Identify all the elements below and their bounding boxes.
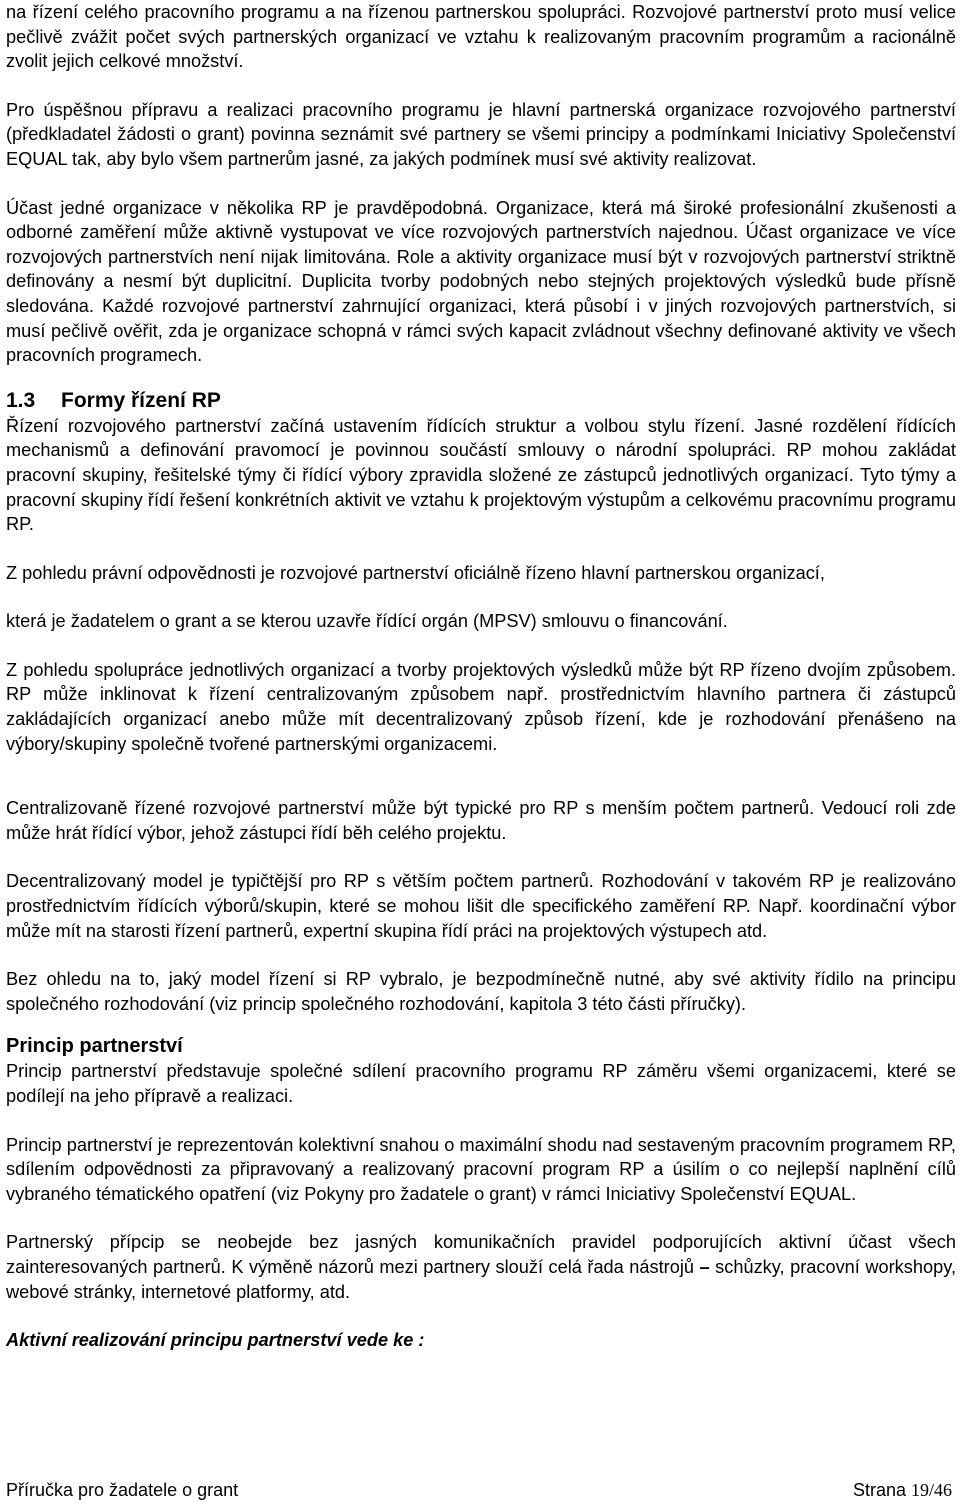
section-heading-1-3 bbox=[6, 388, 956, 414]
footer-document-title: Příručka pro žadatele o grant bbox=[6, 1480, 239, 1500]
heading-princip-partnerstvi: Princip partnerství bbox=[6, 1035, 183, 1058]
paragraph-princip-definition: Princip partnerství představuje společné sdílení pracovního programu RP záměru všemi organizacemi, které se podílejí na jeho přípravě a realizaci. bbox=[6, 1061, 956, 1106]
footer-page-number bbox=[853, 1478, 952, 1502]
paragraph-management: Řízení rozvojového partnerství začíná ustavením řídících struktur a volbou stylu řízení. Jasné rozdělení řídících mechanismů a definování pravomocí je povinnou součástí smlouvy o národní spolupráci. RP mohou zakládat pracovní skupiny, řešitelské týmy či řídící výbory zpravidla složené ze zástupců jednotlivých organizací. Tyto týmy a pracovní skupiny řídí řešení konkrétních aktivit ve vztahu k projektovým výstupům a celkovému pracovnímu programu RP. bbox=[6, 415, 956, 535]
paragraph-princip-representation: Princip partnerství je reprezentován kolektivní snahou o maximální shodu nad sestaveným pracovním programem RP, sdílením odpovědnosti za připravovaný a realizovaný pracovní program RP a úsilím o co nejlepší naplnění cílů vybraného tématického opatření (viz Pokyny pro žadatele o grant) v rámci Iniciativy Společenství EQUAL. bbox=[6, 1134, 956, 1204]
paragraph-legal-responsibility: Z pohledu právní odpovědnosti je rozvojové partnerství oficiálně řízeno hlavní partnerskou organizací, bbox=[6, 562, 825, 583]
section-title: Formy řízení RP bbox=[61, 388, 221, 412]
subheading-active-realization: Aktivní realizování principu partnerství vede ke : bbox=[6, 1330, 425, 1351]
paragraph-preparation: Pro úspěšnou přípravu a realizaci pracovního programu je hlavní partnerská organizace rozvojového partnerství (předkladatel žádosti o grant) povinna seznámit své partnery se všemi principy a podmínkami Iniciativy Společenství EQUAL tak, aby bylo všem partnerům jasné, za jakých podmínek musí své aktivity realizovat. bbox=[6, 99, 956, 169]
page-footer bbox=[6, 1478, 952, 1502]
paragraph-communication bbox=[6, 1230, 956, 1304]
paragraph-applicant: která je žadatelem o grant a se kterou uzavře řídící orgán (MPSV) smlouvu o financování. bbox=[6, 611, 728, 632]
section-number: 1.3 bbox=[6, 388, 36, 412]
communication-text-b: schůzky, pracovní workshopy, webové stránky, internetové platformy, atd. bbox=[6, 1256, 956, 1302]
paragraph-participation: Účast jedné organizace v několika RP je pravděpodobná. Organizace, která má široké profesionální zkušenosti a odborné zaměření může aktivně vystupovat ve více rozvojových partnerstvích najednou. Účast organizace ve více rozvojových partnerstvích není nijak limitována. Role a aktivity organizace musí být v rozvojových partnerství striktně definovány a nesmí být duplicitní. Duplicita tvorby podobných nebo stejných projektových výsledků bude přísně sledována. Každé rozvojové partnerství zahrnující organizaci, která působí i v jiných rozvojových partnerstvích, si musí pečlivě ověřit, zda je organizace schopná v rámci svých kapacit zvládnout všechny definované aktivity ve všech pracovních programech. bbox=[6, 197, 956, 366]
communication-text-a: Partnerský přípcip se neobejde bez jasných komunikačních pravidel podporujících aktivní účast všech zainteresovaných partnerů. K výměně názorů mezi partnery slouží celá řada nástrojů bbox=[6, 1232, 956, 1277]
dash: – bbox=[699, 1256, 710, 1277]
document-page bbox=[6, 0, 956, 1505]
paragraph-decentralized: Decentralizovaný model je typičtější pro RP s větším počtem partnerů. Rozhodování v takovém RP je realizováno prostřednictvím řídících výborů/skupin, které se mohou lišit dle specifického zaměření RP. Např. koordinační výbor může mít na starosti řízení partnerů, expertní skupina řídí práci na projektových výstupech atd. bbox=[6, 871, 956, 941]
paragraph-cooperation: Z pohledu spolupráce jednotlivých organizací a tvorby projektových výsledků může být RP řízeno dvojím způsobem. RP může inklinovat k řízení centralizovaným způsobem např. prostřednictvím hlavního partnera či zástupců zakládajících organizací anebo může mít decentralizovaný způsob řízení, kde je rozhodování přenášeno na výbory/skupiny společně tvořené partnerskými organizacemi. bbox=[6, 659, 956, 754]
paragraph-intro-continued: na řízení celého pracovního programu a na řízenou partnerskou spolupráci. Rozvojové partnerství proto musí velice pečlivě zvážit počet svých partnerských organizací ve vztahu k realizovaným pracovním programům a racionálně zvolit jejich celkové množství. bbox=[6, 2, 956, 72]
footer-page-label: Strana bbox=[852, 1480, 911, 1500]
footer-page-value: 19/46 bbox=[910, 1480, 952, 1500]
paragraph-regardless: Bez ohledu na to, jaký model řízení si RP vybralo, je bezpodmínečně nutné, aby své aktivity řídilo na principu společného rozhodování (viz princip společného rozhodování, kapitola 3 této části příručky). bbox=[6, 969, 956, 1014]
paragraph-centralized: Centralizovaně řízené rozvojové partnerství může být typické pro RP s menším počtem partnerů. Vedoucí roli zde může hrát řídící výbor, jehož zástupci řídí běh celého projektu. bbox=[6, 798, 956, 843]
